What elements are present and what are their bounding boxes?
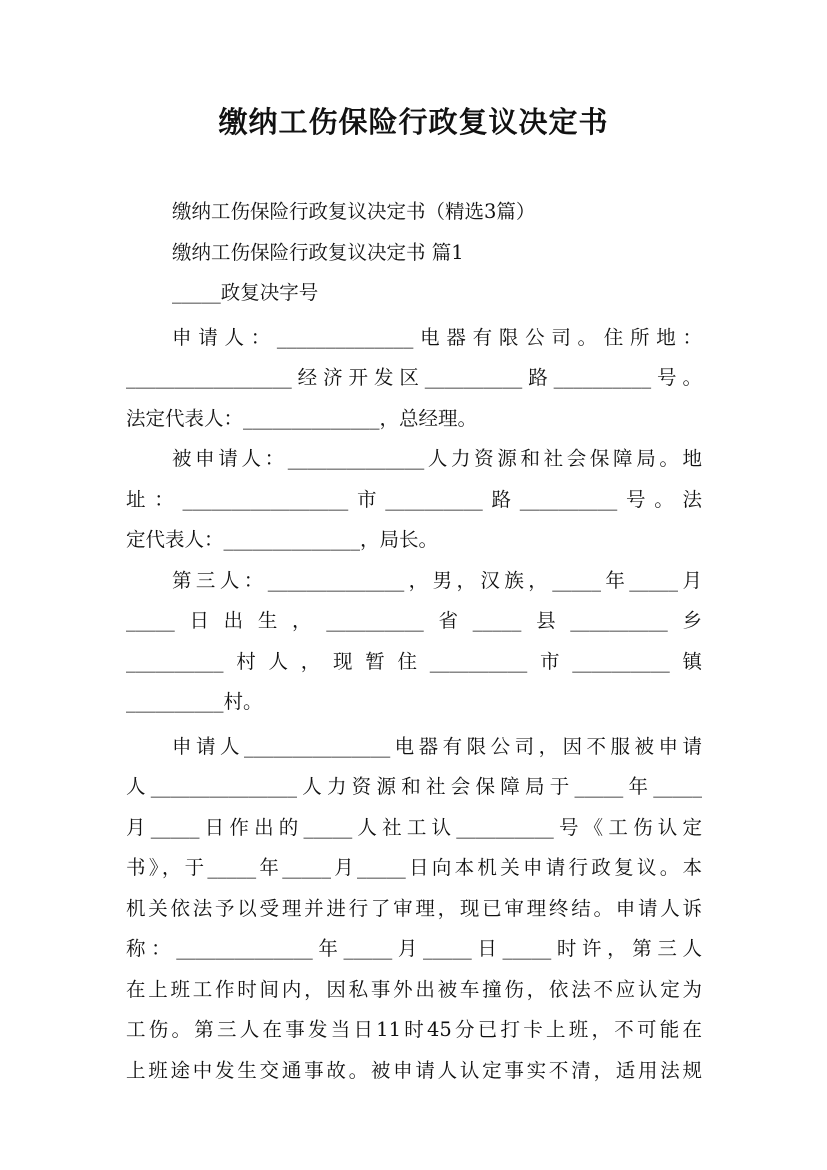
paragraph-line: 月_____日作出的_____人社工认__________号《工伤认定 — [126, 815, 702, 839]
paragraph-line: 申请人_______________电器有限公司，因不服被申请 — [172, 734, 702, 758]
paragraph-line: 在上班工作时间内，因私事外出被车撞伤，依法不应认定为 — [126, 977, 702, 1001]
paragraph-line: 书》，于_____年_____月_____日向本机关申请行政复议。本 — [126, 856, 702, 879]
paragraph-line: 申请人：______________电器有限公司。住所地： — [172, 325, 702, 349]
paragraph-line: 定代表人：______________，局长。 — [126, 528, 439, 551]
paragraph-line: 上班途中发生交通事故。被申请人认定事实不清，适用法规 — [126, 1058, 702, 1082]
paragraph-line: __________村人，现暂住__________市__________镇 — [126, 649, 702, 673]
paragraph-line: 第三人：______________，男，汉族，_____年_____月 — [172, 568, 702, 592]
paragraph-line: 称：______________年_____月_____日_____时许，第三人 — [126, 937, 702, 960]
paragraph-line: 法定代表人：______________，总经理。 — [126, 406, 478, 430]
paragraph-line: 被申请人：______________人力资源和社会保障局。地 — [172, 447, 702, 470]
paragraph-line: _________________经济开发区__________路__________号。 — [126, 366, 702, 389]
document-title: 缴纳工伤保险行政复议决定书 — [218, 105, 609, 139]
paragraph-line: 缴纳工伤保险行政复议决定书（精选3篇） — [172, 200, 536, 223]
paragraph-line: _____日出生，__________省_____县__________乡 — [126, 609, 702, 632]
paragraph-line: 缴纳工伤保险行政复议决定书 篇1 — [172, 240, 464, 264]
paragraph-line: _____政复决字号 — [172, 281, 319, 304]
paragraph-line: 址：_________________市__________路__________号。法 — [126, 487, 702, 511]
paragraph-line: 人_______________人力资源和社会保障局于_____年_____ — [126, 775, 702, 798]
paragraph-line: __________村。 — [126, 690, 263, 713]
paragraph-line: 机关依法予以受理并进行了审理，现已审理终结。申请人诉 — [126, 896, 702, 920]
paragraph-line: 工伤。第三人在事发当日11时45分已打卡上班，不可能在 — [126, 1018, 702, 1041]
document-body — [126, 192, 702, 1091]
